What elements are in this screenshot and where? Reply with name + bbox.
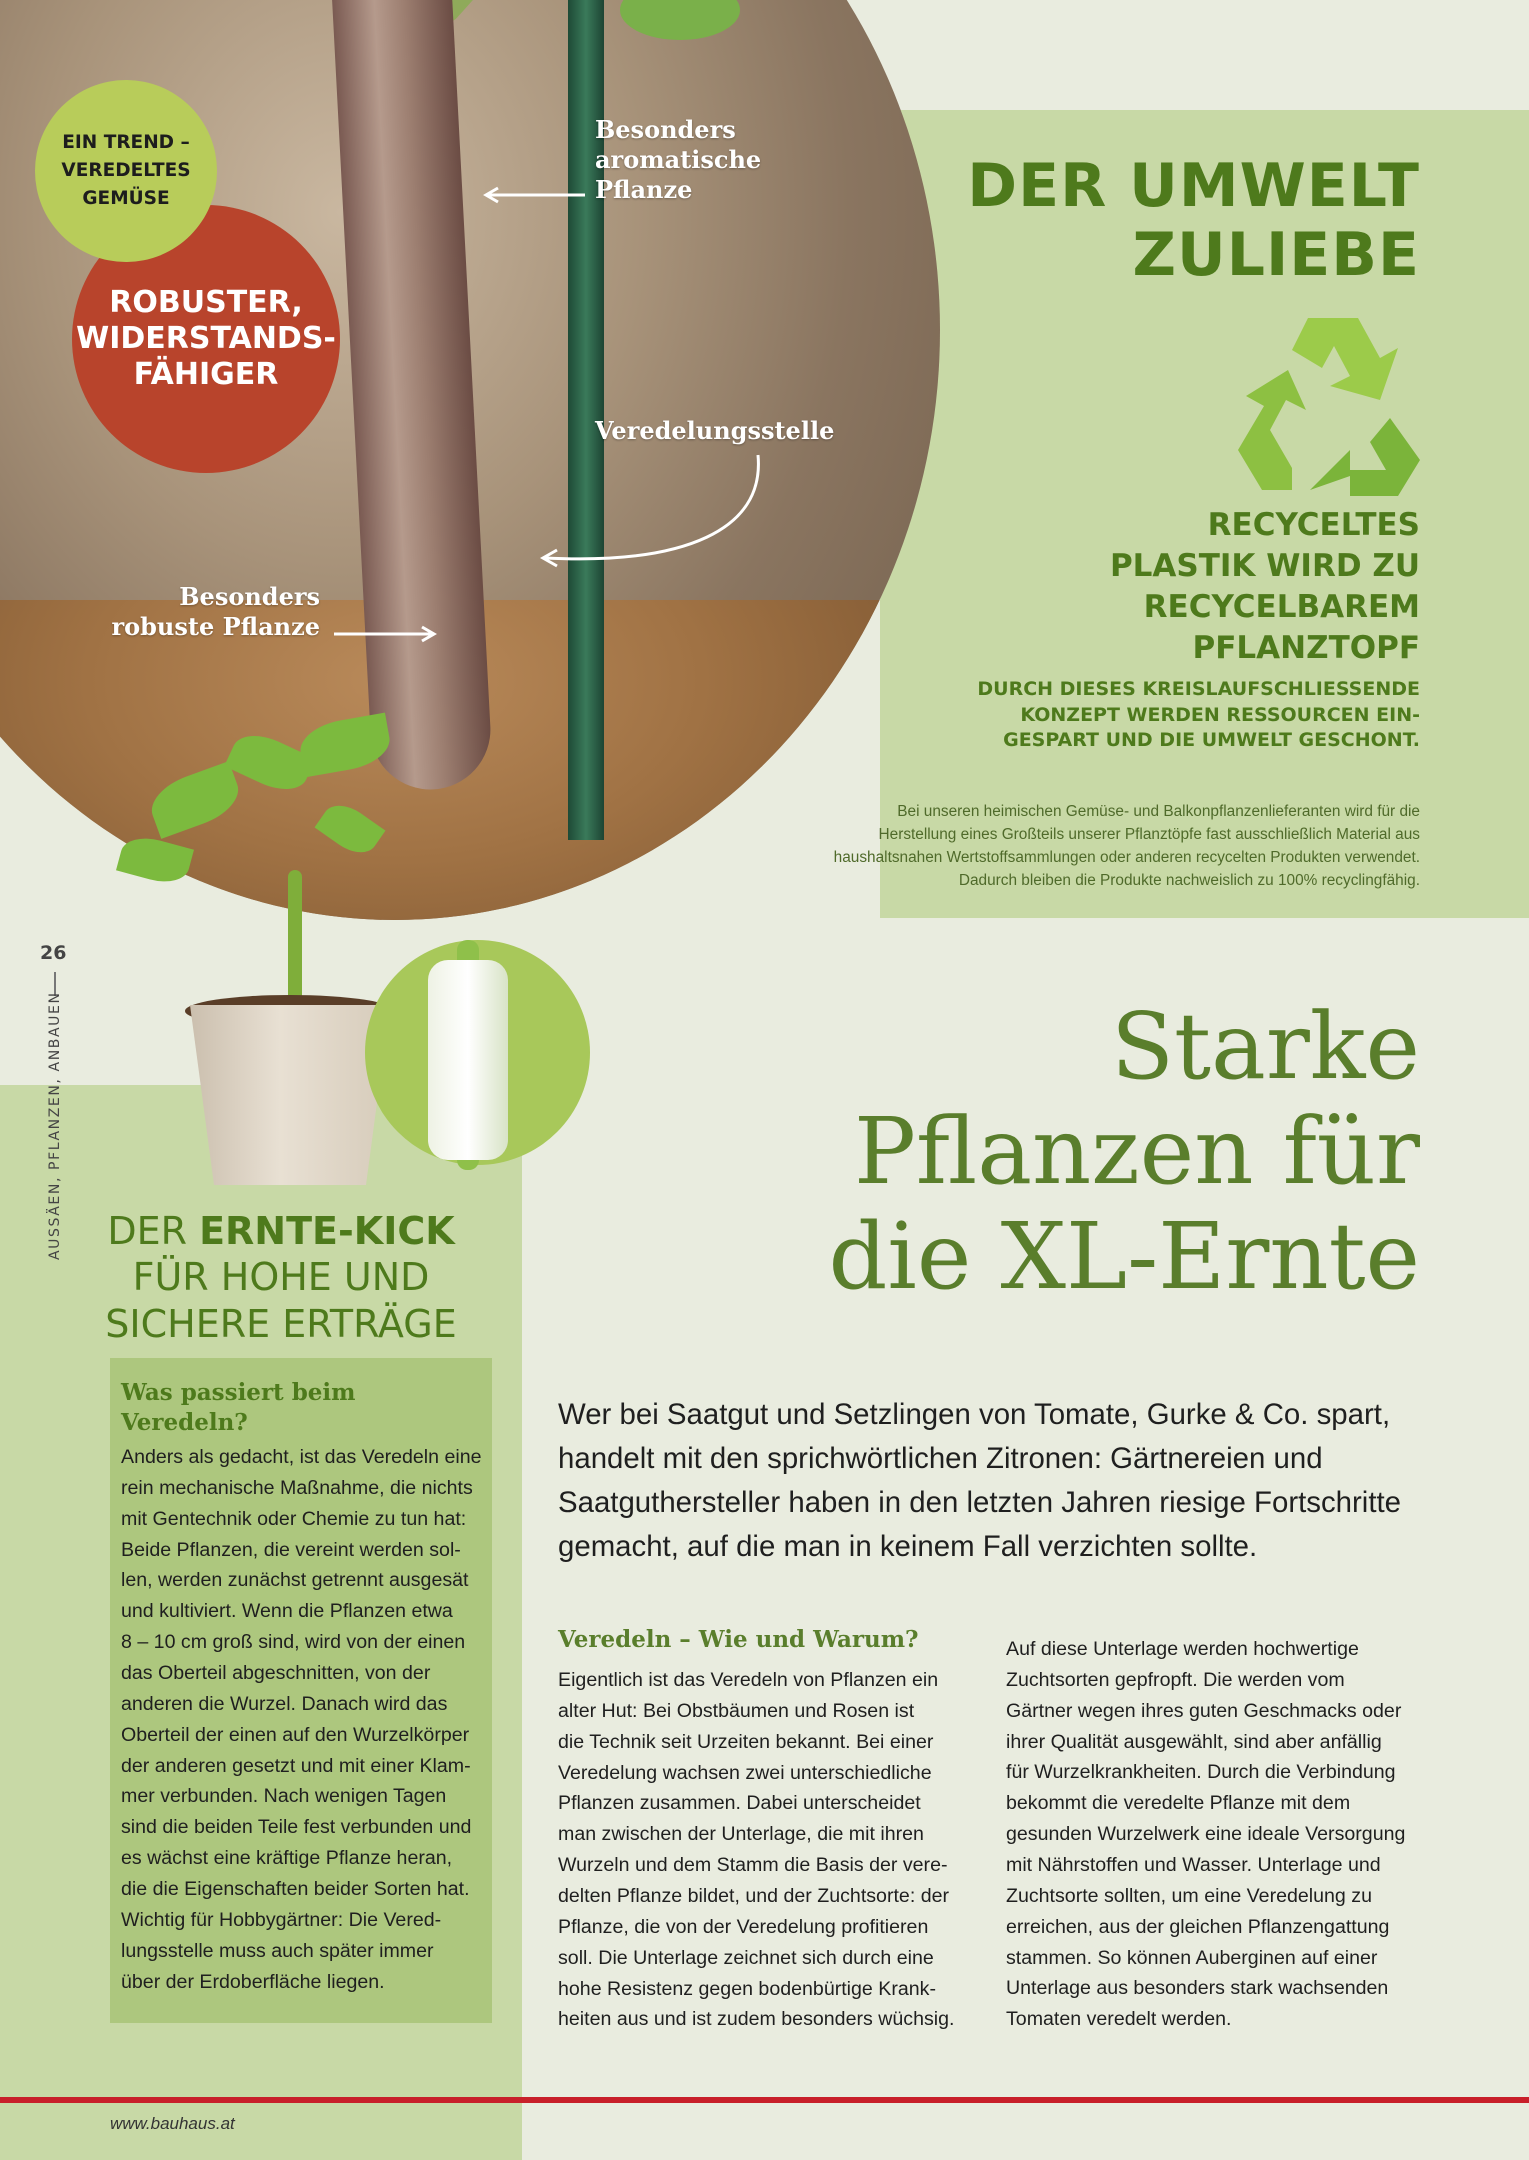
page-title: Starke Pflanzen für die XL-Ernte: [828, 993, 1420, 1310]
badge-trend: EIN TREND – VEREDELTES GEMÜSE: [35, 80, 217, 262]
footer-divider: [0, 2097, 1529, 2103]
recycle-subheading: DURCH DIESES KREISLAUFSCHLIESSENDE KONZEPT WERDEN RESSOURCEN EIN- GESPART UND DIE UMWELT GESCHONT.: [977, 678, 1420, 752]
ernte-heading: DER ERNTE-KICK FÜR HOHE UND SICHERE ERTRÄGE: [105, 1209, 457, 1346]
column1-heading: Veredeln – Wie und Warum?: [558, 1626, 919, 1653]
intro-text: Wer bei Saatgut und Setzlingen von Tomate, Gurke & Co. spart, handelt mit den sprichwörtlichen Zitronen: Gärtnereien und Saatguthersteller haben in den letzten Jahren riesige Fortschritte gemacht, auf die man in keinem Fall verzichten sollte.: [558, 1398, 1402, 1564]
arrow-robust: [332, 624, 442, 644]
arrow-graft: [535, 450, 765, 570]
badge-robust: ROBUSTER, WIDERSTANDS- FÄHIGER: [72, 205, 340, 473]
info-box-body: Anders als gedacht, ist das Veredeln eine rein mechanische Maßnahme, die nichts mit Gentechnik oder Chemie zu tun hat: Beide Pflanzen, die vereint werden sol- len, werden zunächst getrennt ausgesät und kultiviert. Wenn die Pflanzen etwa 8 – 10 cm groß sind, wird von der einen das Oberteil abgeschnitten, von der anderen die Wurzel. Danach wird das Oberteil der einen auf den Wurzelkörper der anderen gesetzt und mit einer Klam- mer verbunden. Nach wenigen Tagen sind die beiden Teile fest verbunden und es wächst eine kräftige Pflanze heran, die die Eigenschaften beider Sorten hat. Wichtig für Hobbygärtner: Die Vered- lungsstelle muss auch später immer über der Erdoberfläche liegen.: [121, 1446, 482, 1993]
label-robust-plant: Besonders robuste Pflanze: [111, 582, 320, 641]
column2-body: Auf diese Unterlage werden hochwertige Zuchtsorten gepfropft. Die werden vom Gärtner wegen ihres guten Geschmacks oder ihrer Qualität ausgewählt, sind aber anfällig für Wurzelkrankheiten. Durch die Verbindung bekommt die veredelte Pflanze mit dem gesunden Wurzelwerk eine ideale Versorgung mit Nährstoffen und Wasser. Unterlage und Zuchtsorte sollten, um eine Veredelung zu erreichen, aus der gleichen Pflanzengattung stammen. So können Auberginen auf einer Unterlage aus besonders stark wachsenden Tomaten veredelt werden.: [1006, 1638, 1406, 2031]
plant-pot: [190, 1005, 390, 1185]
label-graft-point: Veredelungsstelle: [595, 416, 835, 445]
footer-url-link[interactable]: www.bauhaus.at: [110, 2114, 235, 2133]
info-box-title: Was passiert beim Veredeln?: [121, 1379, 356, 1436]
column1-body: Eigentlich ist das Veredeln von Pflanzen ein alter Hut: Bei Obstbäumen und Rosen ist die Technik seit Urzeiten bekannt. Bei einer Veredelung wachsen zwei unterschiedliche Pflanzen zusammen. Dabei unterscheidet man zwischen der Unterlage, die mit ihren Wurzeln und dem Stamm die Basis der vere- delten Pflanze bildet, und der Zuchtsorte: der Pflanze, die von der Veredelung profitieren soll. Die Unterlage zeichnet sich durch eine hohe Resistenz gegen bodenbürtige Krank- heiten aus und ist zudem besonders wüchsig.: [558, 1669, 955, 2031]
label-aromatic-plant: Besonders aromatische Pflanze: [595, 115, 762, 204]
recycle-icon: [1230, 300, 1430, 500]
arrow-aromatic: [480, 185, 590, 205]
page-number: 26: [40, 942, 67, 964]
recycle-heading: RECYCELTES PLASTIK WIRD ZU RECYCELBAREM PFLANZTOPF: [1109, 507, 1420, 666]
recycle-body-text: Bei unseren heimischen Gemüse- und Balkonpflanzenlieferanten wird für die Herstellung eines Großteils unserer Pflanztöpfe fast ausschließlich Material aus haushaltsnahen Wertstoffsammlungen oder anderen recycelten Produkten verwendet. Dadurch bleiben die Produkte nachweislich zu 100% recyclingfähig.: [833, 803, 1420, 890]
leaf: [620, 0, 740, 40]
umwelt-title: DER UMWELT ZULIEBE: [967, 151, 1420, 290]
graft-clip: [428, 960, 508, 1160]
